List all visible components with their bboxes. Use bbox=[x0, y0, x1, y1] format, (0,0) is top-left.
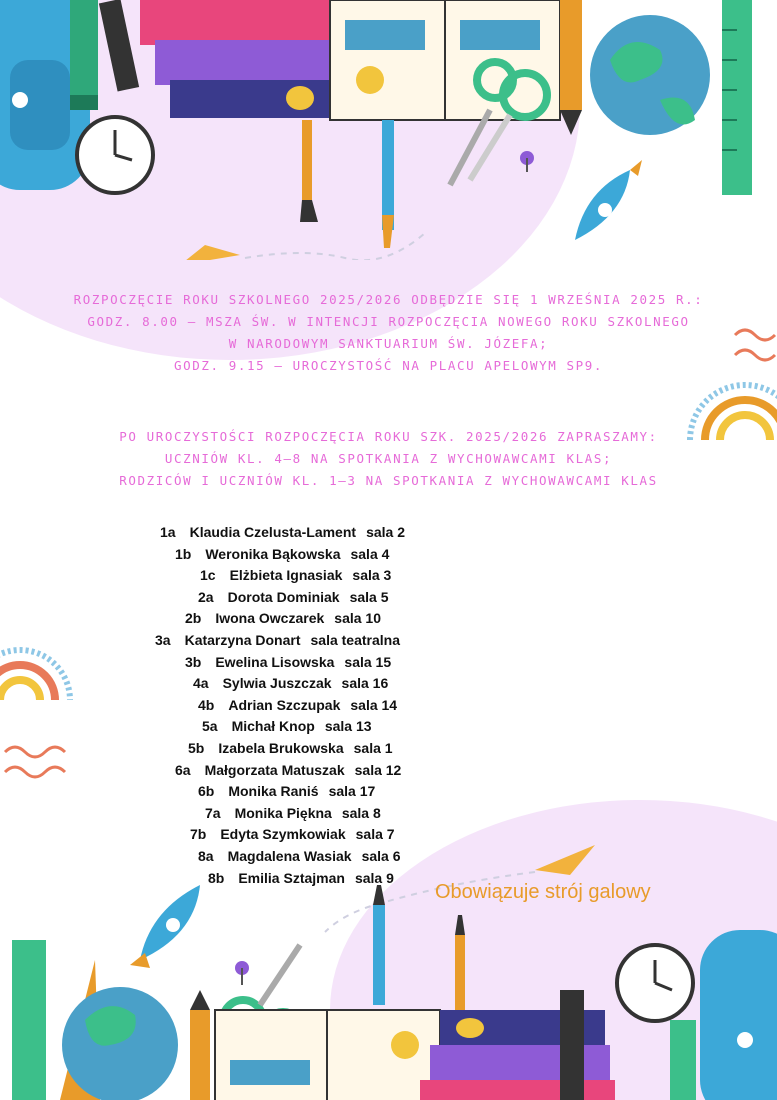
ruler-icon bbox=[722, 0, 752, 195]
room-number: sala 10 bbox=[334, 610, 381, 627]
room-number: sala 8 bbox=[341, 804, 381, 821]
class-row bbox=[150, 868, 460, 890]
invitation-block bbox=[0, 426, 777, 492]
top-school-supplies-illustration bbox=[0, 0, 777, 260]
pushpin-icon-bottom bbox=[235, 961, 249, 985]
rocket-icon bbox=[575, 160, 642, 240]
class-row bbox=[150, 673, 460, 695]
class-code: 7a bbox=[205, 804, 221, 821]
class-code: 3b bbox=[185, 653, 202, 670]
invitation-line-3: RODZICÓW I UCZNIÓW KL. 1–3 NA SPOTKANIA Z WYCHOWAWCAMI KLAS bbox=[119, 473, 658, 488]
class-row bbox=[150, 608, 460, 630]
invitation-line-2: UCZNIÓW KL. 4–8 NA SPOTKANIA Z WYCHOWAWCAMI KLAS; bbox=[164, 451, 613, 466]
class-code: 8b bbox=[208, 869, 225, 886]
room-number: sala 13 bbox=[324, 718, 372, 735]
teacher-name: Monika Raniś bbox=[228, 783, 319, 800]
ruler-icon-bottom bbox=[12, 940, 46, 1100]
class-row bbox=[150, 587, 460, 609]
pen-icon bbox=[99, 0, 139, 92]
class-code: 6a bbox=[175, 761, 191, 778]
class-code: 1a bbox=[160, 524, 176, 540]
scissors-icon-bottom bbox=[223, 945, 301, 1048]
class-code: 8a bbox=[198, 847, 214, 864]
alarm-clock-icon bbox=[77, 117, 153, 193]
globe-icon bbox=[590, 15, 710, 135]
room-number: sala teatralna bbox=[310, 631, 400, 648]
rainbow-icon-left bbox=[0, 650, 70, 700]
class-code: 6b bbox=[198, 783, 215, 800]
books-stack-icon bbox=[140, 0, 345, 118]
class-row bbox=[150, 522, 460, 544]
class-row bbox=[150, 738, 460, 760]
globe-icon-bottom bbox=[62, 987, 178, 1100]
teacher-name: Dorota Dominiak bbox=[227, 588, 340, 605]
announcement-line-2: GODZ. 8.00 – MSZA ŚW. W INTENCJI ROZPOCZĘCIA NOWEGO ROKU SZKOLNEGO bbox=[87, 314, 690, 329]
class-list bbox=[150, 522, 460, 889]
teacher-name: Emilia Sztajman bbox=[238, 869, 345, 886]
announcement-line-4: GODZ. 9.15 — UROCZYSTOŚĆ NA PLACU APELOWYM SP9. bbox=[174, 358, 603, 373]
class-code: 4a bbox=[193, 675, 209, 692]
teacher-name: Małgorzata Matuszak bbox=[204, 761, 345, 778]
class-row bbox=[150, 652, 460, 674]
paintbrush-icon-2 bbox=[382, 120, 394, 248]
room-number: sala 12 bbox=[354, 761, 402, 778]
teacher-name: Sylwia Juszczak bbox=[222, 675, 332, 692]
room-number: sala 15 bbox=[344, 653, 392, 670]
room-number: sala 17 bbox=[328, 783, 376, 800]
class-row bbox=[150, 781, 460, 803]
open-book-icon bbox=[330, 0, 560, 120]
room-number: sala 6 bbox=[361, 847, 401, 864]
class-row bbox=[150, 544, 460, 566]
class-row bbox=[150, 760, 460, 782]
class-code: 2a bbox=[198, 588, 214, 605]
class-code: 3a bbox=[155, 631, 171, 648]
room-number: sala 1 bbox=[353, 739, 393, 756]
pencil-icon-bottom bbox=[190, 990, 210, 1100]
wave-lines-icon-left bbox=[5, 747, 65, 777]
class-code: 2b bbox=[185, 610, 202, 627]
teacher-name: Edyta Szymkowiak bbox=[220, 826, 346, 843]
rocket-icon-bottom bbox=[130, 885, 200, 968]
room-number: sala 3 bbox=[352, 567, 392, 584]
class-code: 7b bbox=[190, 826, 207, 843]
pushpin-icon bbox=[520, 151, 534, 172]
announcement-line-3: W NARODOWYM SANKTUARIUM ŚW. JÓZEFA; bbox=[228, 336, 549, 351]
teacher-name: Elżbieta Ignasiak bbox=[229, 567, 343, 584]
paper-plane-icon bbox=[180, 245, 240, 260]
class-code: 5a bbox=[202, 718, 218, 735]
teacher-name: Adrian Szczupak bbox=[228, 696, 341, 713]
class-row bbox=[150, 565, 460, 587]
room-number: sala 5 bbox=[349, 588, 389, 605]
class-row bbox=[150, 846, 460, 868]
class-row bbox=[150, 824, 460, 846]
class-code: 1c bbox=[200, 567, 216, 584]
teacher-name: Monika Piękna bbox=[234, 804, 332, 821]
marker-icon bbox=[70, 0, 98, 110]
class-row bbox=[150, 803, 460, 825]
teacher-name: Magdalena Wasiak bbox=[227, 847, 352, 864]
teacher-name: Michał Knop bbox=[231, 718, 315, 735]
class-code: 1b bbox=[175, 545, 192, 562]
teacher-name: Weronika Bąkowska bbox=[205, 545, 341, 562]
teacher-name: Ewelina Lisowska bbox=[215, 653, 335, 670]
teacher-name: Klaudia Czelusta-Lament bbox=[189, 524, 357, 540]
room-number: sala 4 bbox=[350, 545, 390, 562]
class-row bbox=[150, 716, 460, 738]
room-number: sala 7 bbox=[355, 826, 395, 843]
announcement-block bbox=[0, 289, 777, 377]
class-code: 5b bbox=[188, 739, 205, 756]
class-row bbox=[150, 695, 460, 717]
dress-code-note: Obowiązuje strój galowy bbox=[435, 881, 651, 903]
pencil-icon bbox=[560, 0, 582, 135]
teacher-name: Katarzyna Donart bbox=[184, 631, 301, 648]
room-number: sala 9 bbox=[354, 869, 394, 886]
class-code: 4b bbox=[198, 696, 215, 713]
invitation-line-1: PO UROCZYSTOŚCI ROZPOCZĘCIA ROKU SZK. 2025/2026 ZAPRASZAMY: bbox=[119, 429, 658, 444]
teacher-name: Izabela Brukowska bbox=[218, 739, 344, 756]
announcement-line-1: ROZPOCZĘCIE ROKU SZKOLNEGO 2025/2026 ODBĘDZIE SIĘ 1 WRZEŚNIA 2025 R.: bbox=[73, 292, 704, 307]
room-number: sala 16 bbox=[341, 675, 389, 692]
triangle-ruler-icon bbox=[60, 960, 100, 1100]
room-number: sala 14 bbox=[350, 696, 398, 713]
room-number: sala 2 bbox=[366, 524, 405, 540]
class-row bbox=[150, 630, 460, 652]
paintbrush-icon bbox=[300, 120, 318, 222]
teacher-name: Iwona Owczarek bbox=[215, 610, 325, 627]
